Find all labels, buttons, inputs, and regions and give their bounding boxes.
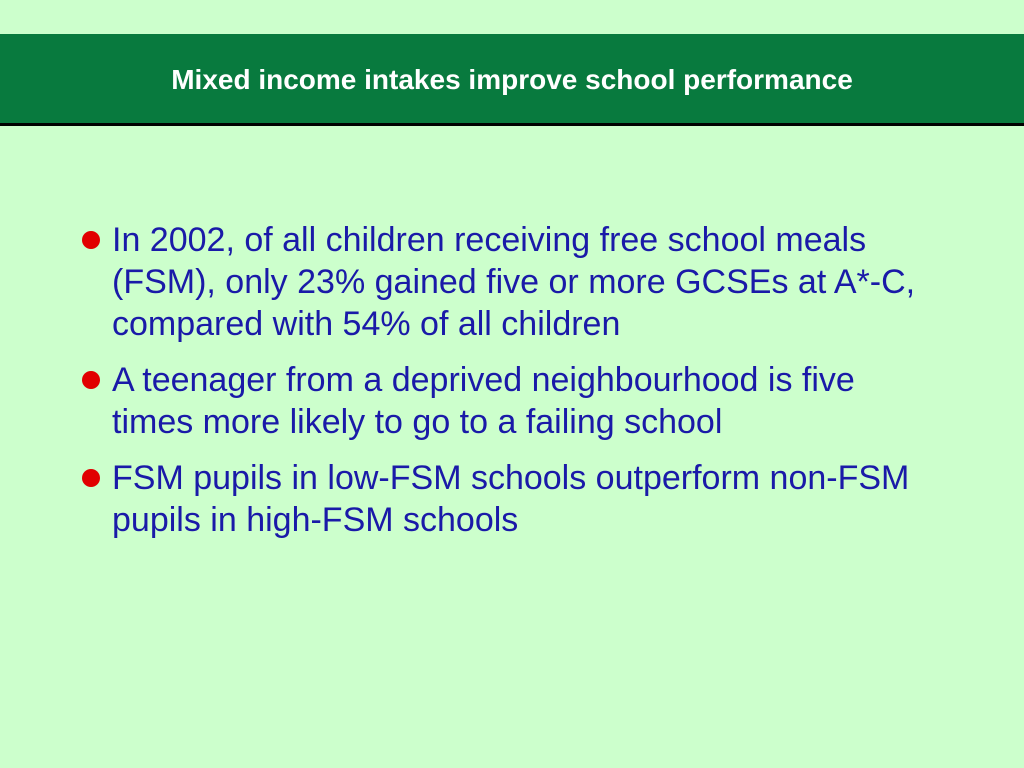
bullet-item (82, 457, 932, 541)
bullet-item (82, 219, 932, 345)
bullet-dot-icon (82, 371, 100, 389)
slide-title: Mixed income intakes improve school performance (171, 64, 853, 95)
bullet-text: In 2002, of all children receiving free school meals (FSM), only 23% gained five or more GCSEs at A*-C, compared with 54% of all children (112, 221, 916, 343)
bullet-text: FSM pupils in low-FSM schools outperform non-FSM pupils in high-FSM schools (112, 459, 910, 539)
bullet-dot-icon (82, 469, 100, 487)
bullet-text: A teenager from a deprived neighbourhood is five times more likely to go to a failing school (112, 361, 855, 441)
bullet-list (82, 219, 932, 555)
bullet-dot-icon (82, 231, 100, 249)
title-bar (0, 34, 1024, 126)
bullet-item (82, 359, 932, 443)
